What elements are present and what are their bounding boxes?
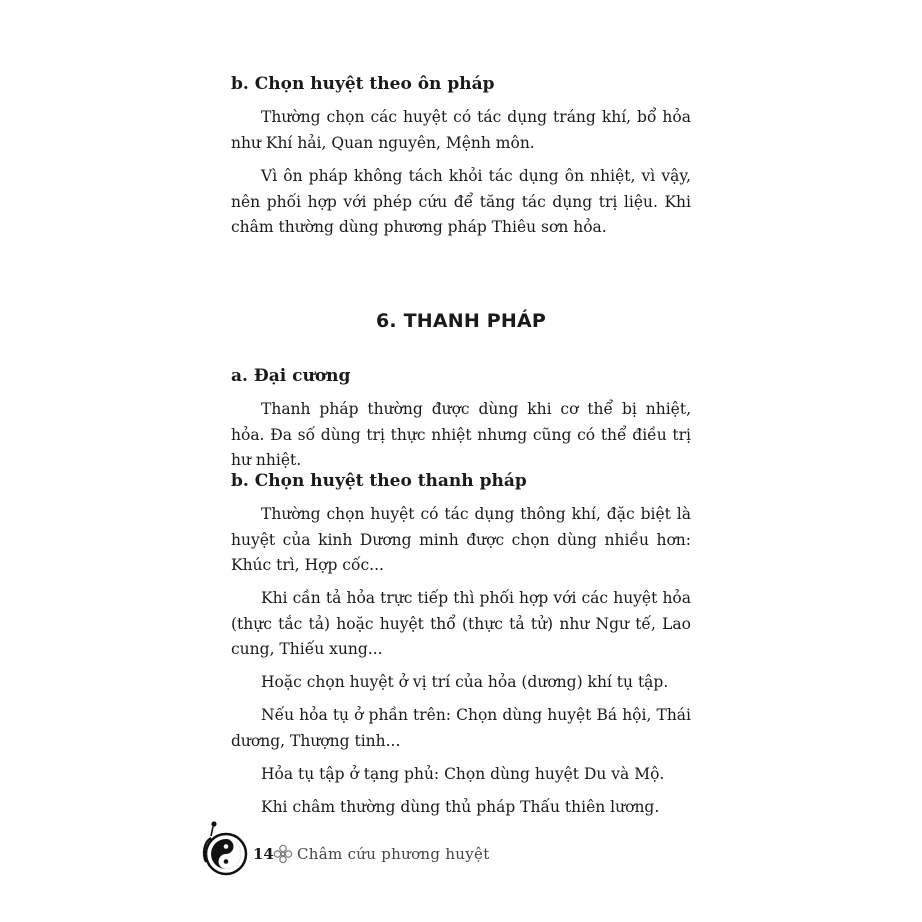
page-number: 14 [253, 845, 274, 863]
paragraph: Vì ôn pháp không tách khỏi tác dụng ôn nhiệt, vì vậy, nên phối hợp với phép cứu để tăng tác dụng trị liệu. Khi châm thường dùng phương pháp Thiêu sơn hỏa. [231, 167, 691, 236]
paragraph: Nếu hỏa tụ ở phần trên: Chọn dùng huyệt Bá hội, Thái dương, Thượng tinh... [231, 706, 691, 750]
book-title: Châm cứu phương huyệt [297, 845, 490, 863]
paragraph: Khi châm thường dùng thủ pháp Thấu thiên lương. [261, 798, 660, 816]
section-heading: b. Chọn huyệt theo ôn pháp [231, 74, 495, 94]
paragraph: Thường chọn các huyệt có tác dụng tráng khí, bổ hỏa như Khí hải, Quan nguyên, Mệnh môn. [231, 108, 691, 152]
flower-ornament-icon [273, 844, 293, 864]
page-footer [200, 820, 520, 880]
section-heading: a. Đại cương [231, 366, 351, 386]
paragraph: Khi cần tả hỏa trực tiếp thì phối hợp với các huyệt hỏa (thực tắc tả) hoặc huyệt thổ (thực tả tử) như Ngư tế, Lao cung, Thiếu xung... [231, 589, 691, 658]
section-heading: b. Chọn huyệt theo thanh pháp [231, 471, 527, 491]
paragraph: Thường chọn huyệt có tác dụng thông khí, đặc biệt là huyệt của kinh Dương minh được chọn dùng nhiều hơn: Khúc trì, Hợp cốc... [231, 505, 691, 574]
paragraph: Hoặc chọn huyệt ở vị trí của hỏa (dương) khí tụ tập. [261, 673, 669, 691]
paragraph: Hỏa tụ tập ở tạng phủ: Chọn dùng huyệt Du và Mộ. [261, 765, 665, 783]
chapter-title: 6. THANH PHÁP [375, 310, 547, 332]
paragraph: Thanh pháp thường được dùng khi cơ thể bị nhiệt, hỏa. Đa số dùng trị thực nhiệt nhưng cũng có thể điều trị hư nhiệt. [231, 400, 691, 469]
yin-yang-icon [200, 820, 250, 876]
